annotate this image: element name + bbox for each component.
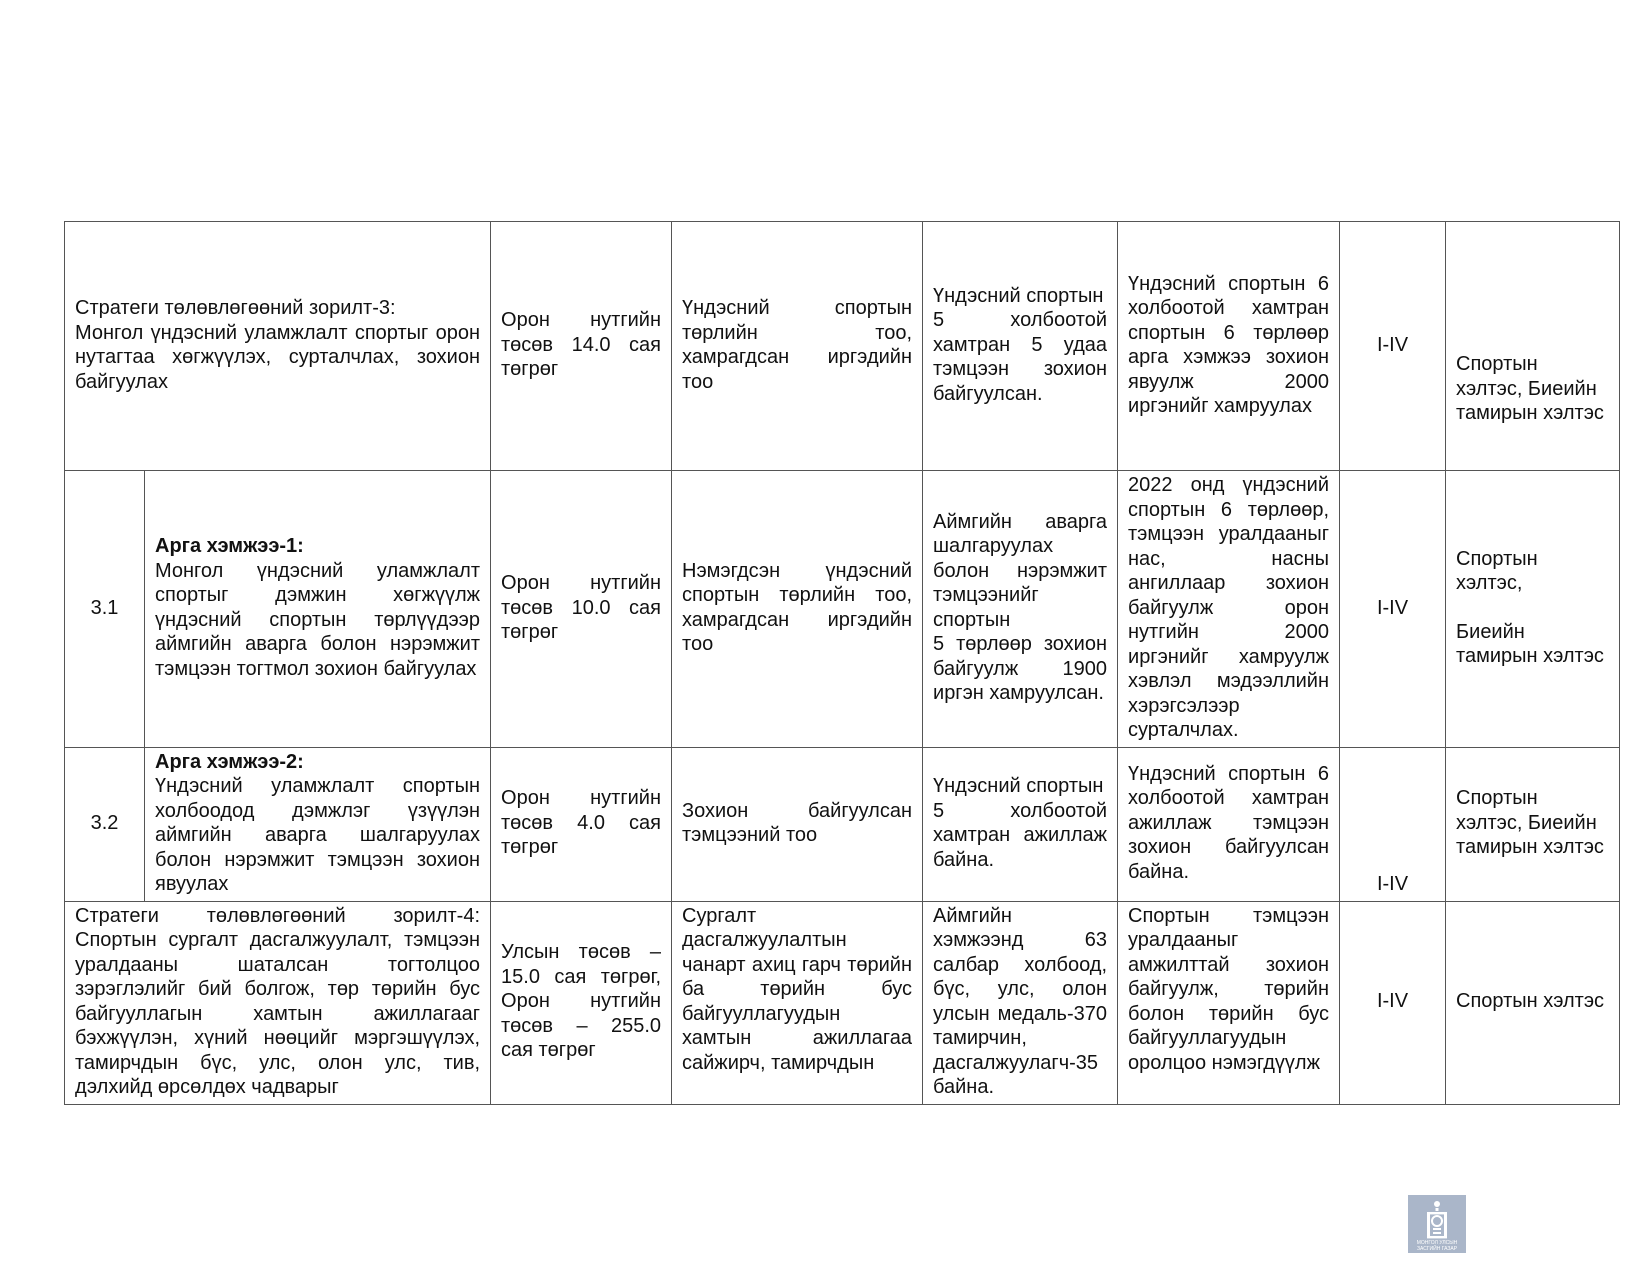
measure-3-1-number: 3.1 (65, 471, 145, 748)
goal-3-row (65, 222, 1620, 471)
measure-3-1-source: Орон нутгийн төсөв 10.0 сая төгрөг (491, 471, 672, 748)
measure-3-1-term: I-IV (1340, 471, 1446, 748)
measure-3-2-indicator: Зохион байгуулсан тэмцээний тоо (672, 747, 923, 901)
measure-3-2-source: Орон нутгийн төсөв 4.0 сая төгрөг (491, 747, 672, 901)
goal-4-source: Улсын төсөв – 15.0 сая төгрөг, Орон нутгийн төсөв – 255.0 сая төгрөг (491, 901, 672, 1104)
goal-3-target: Үндэсний спортын 6 холбоотой хамтран спортын 6 төрлөөр арга хэмжээ зохион явуулж 2000 иргэнийг хамруулах (1118, 222, 1340, 471)
measure-3-1-responsible-a: Спортын хэлтэс, (1456, 547, 1538, 595)
measure-3-1-baseline-b: 5 төрлөөр зохион байгуулж 1900 иргэн хамруулсан. (933, 633, 1108, 705)
goal-3-baseline-b: 5 холбоотой хамтран 5 удаа тэмцээн зохион байгуулсан. (933, 309, 1108, 405)
measure-3-2-baseline-b: 5 холбоотой хамтран ажиллаж байна. (933, 799, 1108, 871)
goal-3-description (65, 222, 491, 471)
measure-3-2-description (145, 747, 491, 901)
goal-4-indicator (672, 901, 923, 1104)
goal-3-baseline-a: Үндэсний спортын (933, 284, 1104, 307)
goal-4-baseline: Аймгийн хэмжээнд 63 салбар холбоод, бүс, улс, олон улсын медаль-370 тамирчин, дасгалжуулагч-35 байна. (923, 901, 1118, 1104)
measure-3-1-responsible-b: Биеийн тамирын хэлтэс (1456, 620, 1604, 668)
logo-caption-line1: МОНГОЛ УЛСЫН (1416, 1240, 1458, 1246)
goal-4-row (65, 901, 1620, 1104)
soyombo-emblem-icon (1408, 1195, 1466, 1253)
goal-3-term: I-IV (1340, 222, 1446, 471)
goal-4-text: Стратеги төлөвлөгөөний зорилт-4: Спортын сургалт дасгалжуулалт, тэмцээн уралдааны шаталсан тогтолцоо зэрэглэлийг бий болгож, төр төрийн бус байгууллагын хамтын ажиллагааг бэхжүүлэн, хүний нөөцийг мэргэшүүлэх, тамирчдын бүс, улс, олон улс, тив, дэлхийд өрсөлдөх чадварыг (75, 904, 481, 1098)
measure-3-1-description (145, 471, 491, 748)
goal-3-source: Орон нутгийн төсөв 14.0 сая төгрөг (491, 222, 672, 471)
goal-4-responsible: Спортын хэлтэс (1446, 901, 1620, 1104)
goal-3-baseline (923, 222, 1118, 471)
goal-3-indicator: Үндэсний спортын төрлийн тоо, хамрагдсан иргэдийн тоо (672, 222, 923, 471)
goal-4-target: Спортын тэмцээн уралдааныг амжилттай зохион байгуулж, төрийн болон төрийн бус байгууллагуудын оролцоо нэмэгдүүлж (1118, 901, 1340, 1104)
measure-3-1-responsible (1446, 471, 1620, 748)
measure-3-1-indicator: Нэмэгдсэн үндэсний спортын төрлийн тоо, хамрагдсан иргэдийн тоо (672, 471, 923, 748)
logo-caption-line2: ЗАСГИЙН ГАЗАР (1416, 1246, 1458, 1252)
goal-3-responsible: Спортын хэлтэс, Биеийн тамирын хэлтэс (1446, 222, 1620, 471)
measure-3-1-baseline-a: Аймгийн аварга шалгаруулах болон нэрэмжит тэмцээнийг спортын (933, 510, 1108, 631)
measure-3-2-row (65, 747, 1620, 901)
goal-4-indicator-text: Сургалт дасгалжуулалтын чанарт ахиц гарч төрийн ба төрийн бус байгууллагуудын хамтын ажиллагаа сайжирч, тамирчдын (682, 904, 913, 1074)
measure-3-2-target: Үндэсний спортын 6 холбоотой хамтран ажиллаж тэмцээн зохион байгуулсан байна. (1118, 747, 1340, 901)
measure-3-1-text: Монгол үндэсний уламжлалт спортыг дэмжин хөгжүүлж үндэсний спортын төрлүүдээр аймгийн аварга болон нэрэмжит тэмцээн тогтмол зохион байгуулах (155, 559, 481, 680)
measure-3-2-baseline (923, 747, 1118, 901)
government-logo (1408, 1195, 1466, 1253)
measure-3-2-text: Үндэсний уламжлалт спортын холбоодод дэмжлэг үзүүлэн аймгийн аварга шалгаруулах болон нэрэмжит тэмцээн зохион явуулах (155, 775, 481, 895)
goal-4-description (65, 901, 491, 1104)
measure-3-2-baseline-a: Үндэсний спортын (933, 775, 1104, 797)
measure-3-2-responsible: Спортын хэлтэс, Биеийн тамирын хэлтэс (1446, 747, 1620, 901)
measure-3-2-number: 3.2 (65, 747, 145, 901)
goal-4-term: I-IV (1340, 901, 1446, 1104)
strategy-table (64, 221, 1620, 1105)
measure-3-1-title: Арга хэмжээ-1: (155, 535, 304, 558)
measure-3-1-baseline (923, 471, 1118, 748)
measure-3-2-title: Арга хэмжээ-2: (155, 750, 304, 773)
goal-3-title: Стратеги төлөвлөгөөний зорилт-3: (75, 297, 396, 319)
measure-3-2-term: I-IV (1340, 747, 1446, 901)
goal-3-text: Монгол үндэсний уламжлалт спортыг орон нутагтаа хөгжүүлэх, сурталчлах, зохион байгуулах (75, 321, 481, 393)
measure-3-1-row (65, 471, 1620, 748)
measure-3-1-target: 2022 онд үндэсний спортын 6 төрлөөр, тэмцээн уралдааныг нас, насны ангиллаар зохион байгуулж орон нутгийн 2000 иргэнийг хамруулж хэвлэл мэдээллийн хэрэгсэлээр сурталчлах. (1118, 471, 1340, 748)
